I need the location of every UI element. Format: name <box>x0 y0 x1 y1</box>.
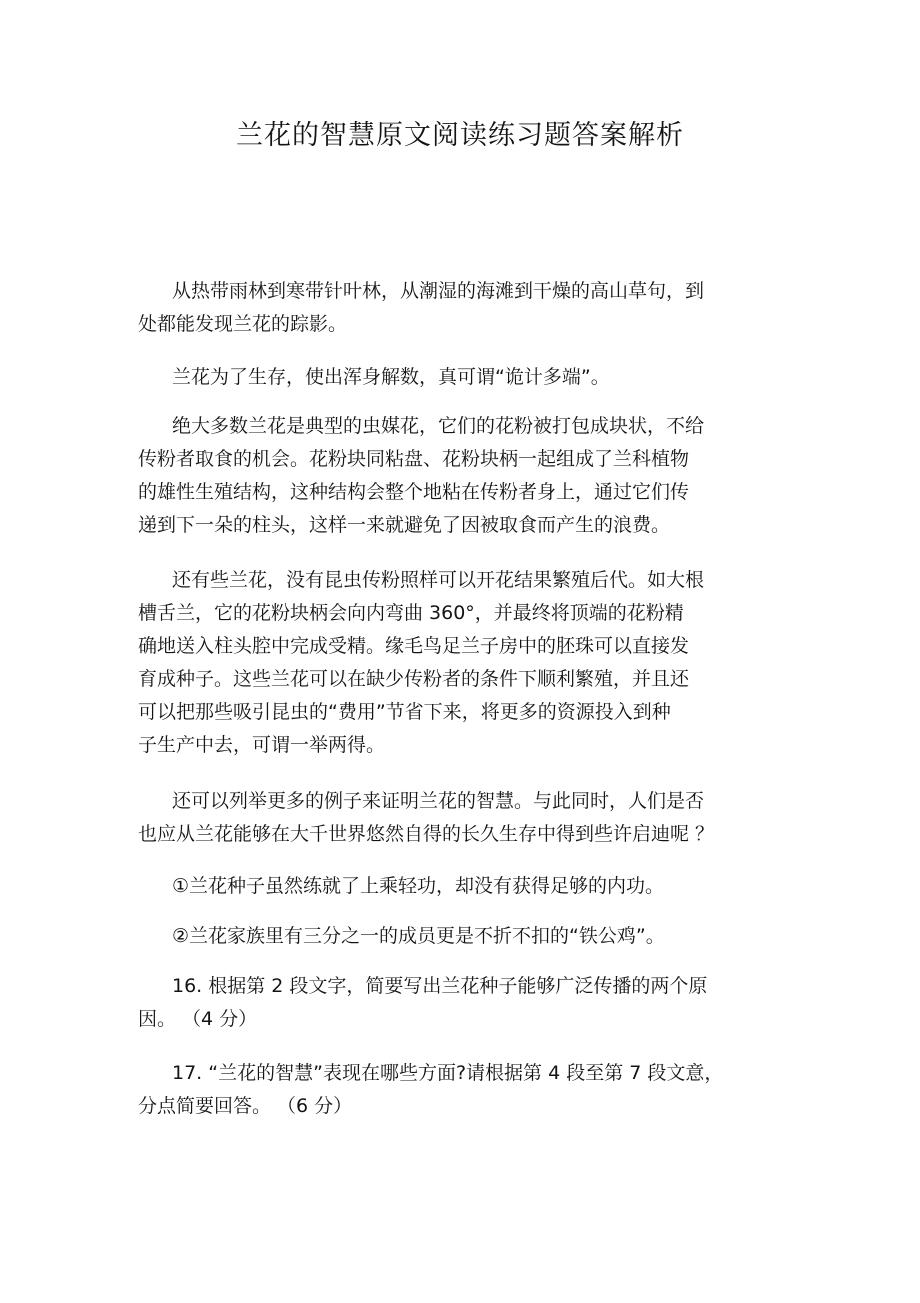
paragraph-1 <box>138 275 778 341</box>
question-17 <box>138 1057 778 1123</box>
text-line: 分点简要回答。 （6 分） <box>138 1095 353 1117</box>
text-line: 递到下一朵的柱头，这样一来就避免了因被取食而产生的浪费。 <box>138 514 671 536</box>
text-line: 也应从兰花能够在大千世界悠然自得的长久生存中得到些许启迪呢 ？ <box>138 823 715 845</box>
text-line: 从热带雨林到寒带针叶林，从潮湿的海滩到干燥的高山草句，到 <box>172 280 705 302</box>
text-line: 育成种子。这些兰花可以在缺少传粉者的条件下顺利繁殖，并且还 <box>138 668 690 690</box>
text-line: 槽舌兰，它的花粉块柄会向内弯曲 360°，并最终将顶端的花粉精 <box>138 602 684 624</box>
text-line: 处都能发现兰花的踪影。 <box>138 313 348 335</box>
page-title: 兰花的智慧原文阅读练习题答案解析 <box>236 120 684 151</box>
text-line: 还有些兰花，没有昆虫传粉照样可以开花结果繁殖后代。如大根 <box>172 569 705 591</box>
paragraph-4 <box>138 564 778 762</box>
text-line: ②兰花家族里有三分之一的成员更是不折不扣的“铁公鸡”。 <box>172 925 665 947</box>
text-line: 子生产中去，可谓一举两得。 <box>138 734 386 756</box>
text-line: 还可以列举更多的例子来证明兰花的智慧。与此同时，人们是否 <box>172 790 705 812</box>
paragraph-5 <box>138 785 778 851</box>
text-line: 因。 （4 分） <box>138 1008 258 1030</box>
text-line: 17. “兰花的智慧”表现在哪些方面?请根据第 4 段至第 7 段文意， <box>172 1062 724 1084</box>
paragraph-6 <box>138 870 778 903</box>
text-line: ①兰花种子虽然练就了上乘轻功，却没有获得足够的内功。 <box>172 875 665 897</box>
paragraph-3 <box>138 410 778 542</box>
text-line: 传粉者取食的机会。花粉块同粘盘、花粉块柄一起组成了兰科植物 <box>138 448 690 470</box>
text-line: 可以把那些吸引昆虫的“费用”节省下来，将更多的资源投入到种 <box>138 701 671 723</box>
paragraph-2 <box>138 361 778 394</box>
text-line: 的雄性生殖结构，这种结构会整个地粘在传粉者身上，通过它们传 <box>138 481 690 503</box>
text-line: 16. 根据第 2 段文字，简要写出兰花种子能够广泛传播的两个原 <box>172 975 708 997</box>
question-16 <box>138 970 778 1036</box>
paragraph-7 <box>138 920 778 953</box>
text-line: 确地送入柱头腔中完成受精。缘毛鸟足兰子房中的胚珠可以直接发 <box>138 635 690 657</box>
text-line: 兰花为了生存，使出浑身解数，真可谓“诡计多端”。 <box>172 366 610 388</box>
text-line: 绝大多数兰花是典型的虫媒花，它们的花粉被打包成块状，不给 <box>172 415 705 437</box>
